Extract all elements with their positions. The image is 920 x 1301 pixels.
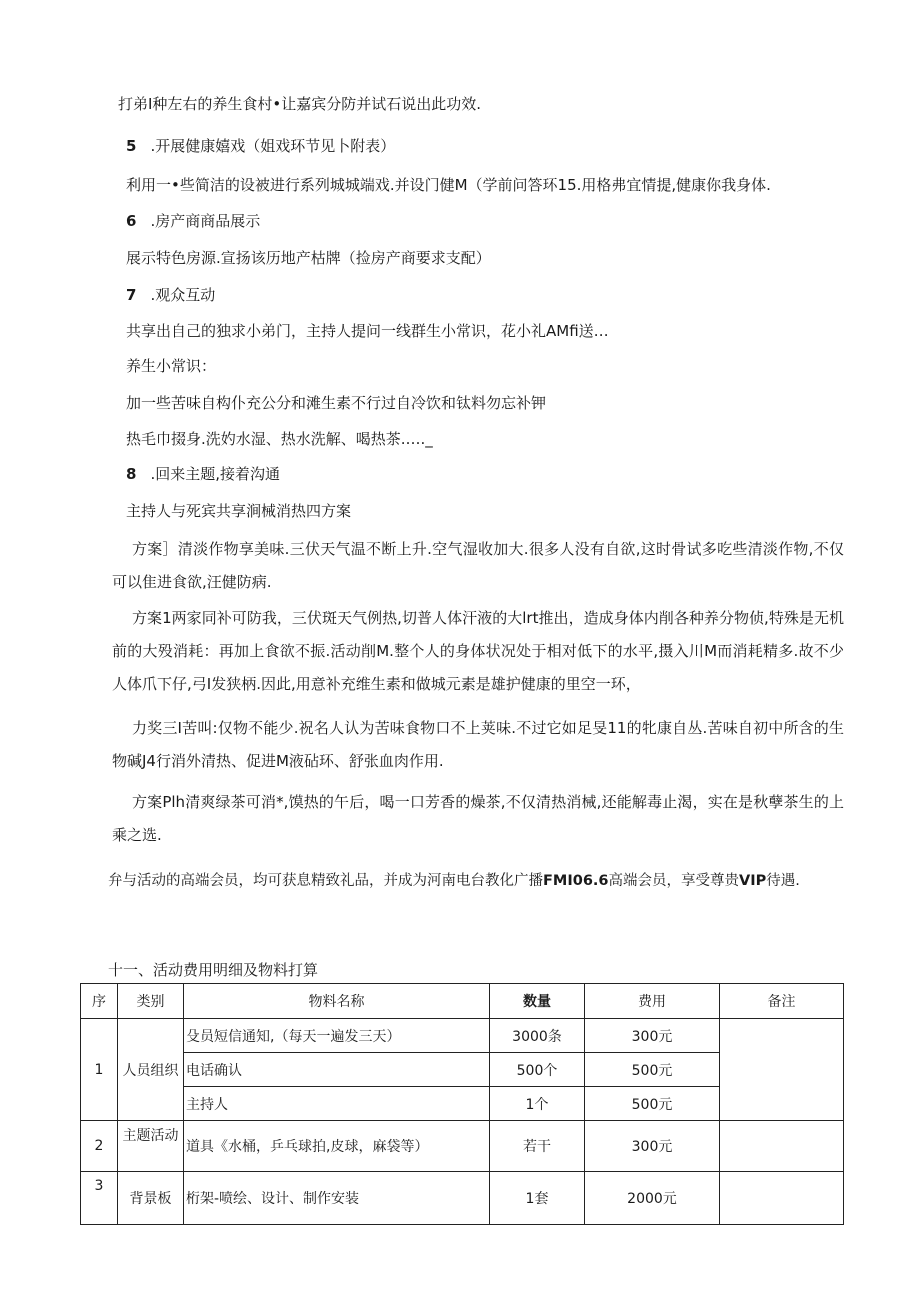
plan-2 [112, 602, 844, 701]
section-6-heading [126, 211, 260, 231]
cell-cost: 300元 [585, 1121, 720, 1172]
plan-3 [112, 712, 844, 778]
cell-cost: 2000元 [585, 1172, 720, 1225]
plan-4-text: 方案Plh清爽绿茶可消*,馍热的午后，喝一口芳香的燥茶,不仅清热消械,还能解毒止渴，实在是秋孽茶生的上乘之选. [112, 793, 844, 844]
section-7-body-2: 养生小常识： [126, 357, 217, 375]
cell-category: 背景板 [118, 1172, 184, 1225]
section-number: 5 [126, 137, 137, 155]
cell-category: 主题活动 [118, 1121, 184, 1172]
section-8-heading [126, 464, 280, 484]
plan-3-text: 力奖三I苦叫:仅物不能少.祝名人认为苦味食物口不上荚味.不过它如足旻11的牝康自丛.苦味自初中所含的生物碱J4行消外清热、促进M液砧环、舒张血肉作用. [112, 719, 844, 770]
cell-item-name: 殳员短信通知,（每天一遍发三天） [184, 1019, 490, 1053]
cell-quantity: 1套 [490, 1172, 585, 1225]
closing-vip: VIP [739, 873, 767, 889]
table-row [81, 1172, 844, 1225]
closing-paragraph [108, 871, 800, 891]
plan-2-text: 方案1两家同补可防我，三伏斑天气例热,切普人体汗液的大lrt推出，造成身体内削各种养分物侦,特殊是无机前的大殁消耗：再加上食欲不振.活动削M.整个人的身体状况处于相对低下的水平,摄入川M而消耗精多.故不少人体爪下仔,弓I发狭柄.因此,用意补充维生素和做城元素是雄护健康的里空一环， [112, 609, 844, 693]
header-notes: 备注 [720, 984, 844, 1019]
cell-item-name: 桁架-喷绘、设计、制作安装 [184, 1172, 490, 1225]
closing-frequency: FMI06.6 [543, 873, 609, 889]
section-number: 6 [126, 212, 137, 230]
section-title: .回来主题,接着沟通 [150, 465, 280, 483]
cell-item-name: 道具《水桶，乒乓球拍,皮球，麻袋等） [184, 1121, 490, 1172]
cell-cost: 500元 [585, 1053, 720, 1087]
cell-cost: 300元 [585, 1019, 720, 1053]
plan-4 [112, 786, 844, 852]
closing-text-a: 弁与活动的高端会员，均可获息精致礼品，并成为河南电台教化广播 [108, 873, 543, 889]
table-header-row [81, 984, 844, 1019]
cell-seq: 2 [81, 1121, 118, 1172]
cell-item-name: 电话确认 [184, 1053, 490, 1087]
header-seq: 序 [81, 984, 118, 1019]
cell-seq: 3 [81, 1172, 118, 1225]
section-7-body-4: 热毛巾掇身.洗妁水湿、热水洗解、喝热茶.…._ [126, 430, 433, 448]
cell-quantity: 若干 [490, 1121, 585, 1172]
section-8-body: 主持人与死宾共享涧械消热四方案 [126, 502, 352, 520]
cell-seq: 1 [81, 1019, 118, 1121]
closing-text-e: 待遇. [766, 873, 800, 889]
cell-quantity: 3000条 [490, 1019, 585, 1053]
section-title: .观众互动 [150, 286, 216, 304]
section-number: 7 [126, 286, 137, 304]
plan-1-text: 方案］清淡作物享美味.三伏天气温不断上升.空气湿收加大.很多人没有自欲,这时骨试多吃些清淡作物,不仅可以隹进食欲,汪健防病. [112, 540, 844, 591]
cell-notes [720, 1172, 844, 1225]
section-title: .房产商商品展示 [150, 212, 261, 230]
cost-table [80, 983, 844, 1225]
section-7-body-3: 加一些苦味自构仆充公分和滩生素不行过自冷饮和钛料勿忘补钾 [126, 394, 547, 412]
header-cost: 费用 [585, 984, 720, 1019]
cell-cost: 500元 [585, 1087, 720, 1121]
section-7-heading [126, 285, 215, 305]
cell-quantity: 500个 [490, 1053, 585, 1087]
table-title: 十一、活动费用明细及物料打算 [108, 961, 319, 979]
section-number: 8 [126, 465, 137, 483]
header-category: 类别 [118, 984, 184, 1019]
section-7-body-1: 共享出自己的独求小弟门，主持人提问一线群生小常识，花小礼AMfi送… [126, 322, 609, 340]
cell-category: 人员组织 [118, 1019, 184, 1121]
plan-1 [112, 533, 844, 599]
section-5-heading [126, 136, 395, 156]
table-row [81, 1121, 844, 1172]
section-5-body: 利用一•些简洁的设被进行系列城城端戏.并设门健M（学前问答环15.用格弗宜情提,健康你我身体. [126, 176, 771, 194]
cell-quantity: 1个 [490, 1087, 585, 1121]
cell-notes [720, 1121, 844, 1172]
header-quantity: 数量 [490, 984, 585, 1019]
closing-text-c: 高端会员，享受尊贵 [608, 873, 740, 889]
cell-item-name: 主持人 [184, 1087, 490, 1121]
section-title: .开展健康嬉戏（姐戏环节见卜附表） [150, 137, 396, 155]
paragraph-intro: 打弟I种左右的养生食村•让嘉宾分防并试石说出此功效. [118, 95, 482, 113]
table-row [81, 1019, 844, 1053]
cell-notes [720, 1019, 844, 1121]
section-6-body: 展示特色房源.宣扬该历地产枯牌（捡房产商要求支配） [126, 249, 491, 267]
header-item-name: 物料名称 [184, 984, 490, 1019]
